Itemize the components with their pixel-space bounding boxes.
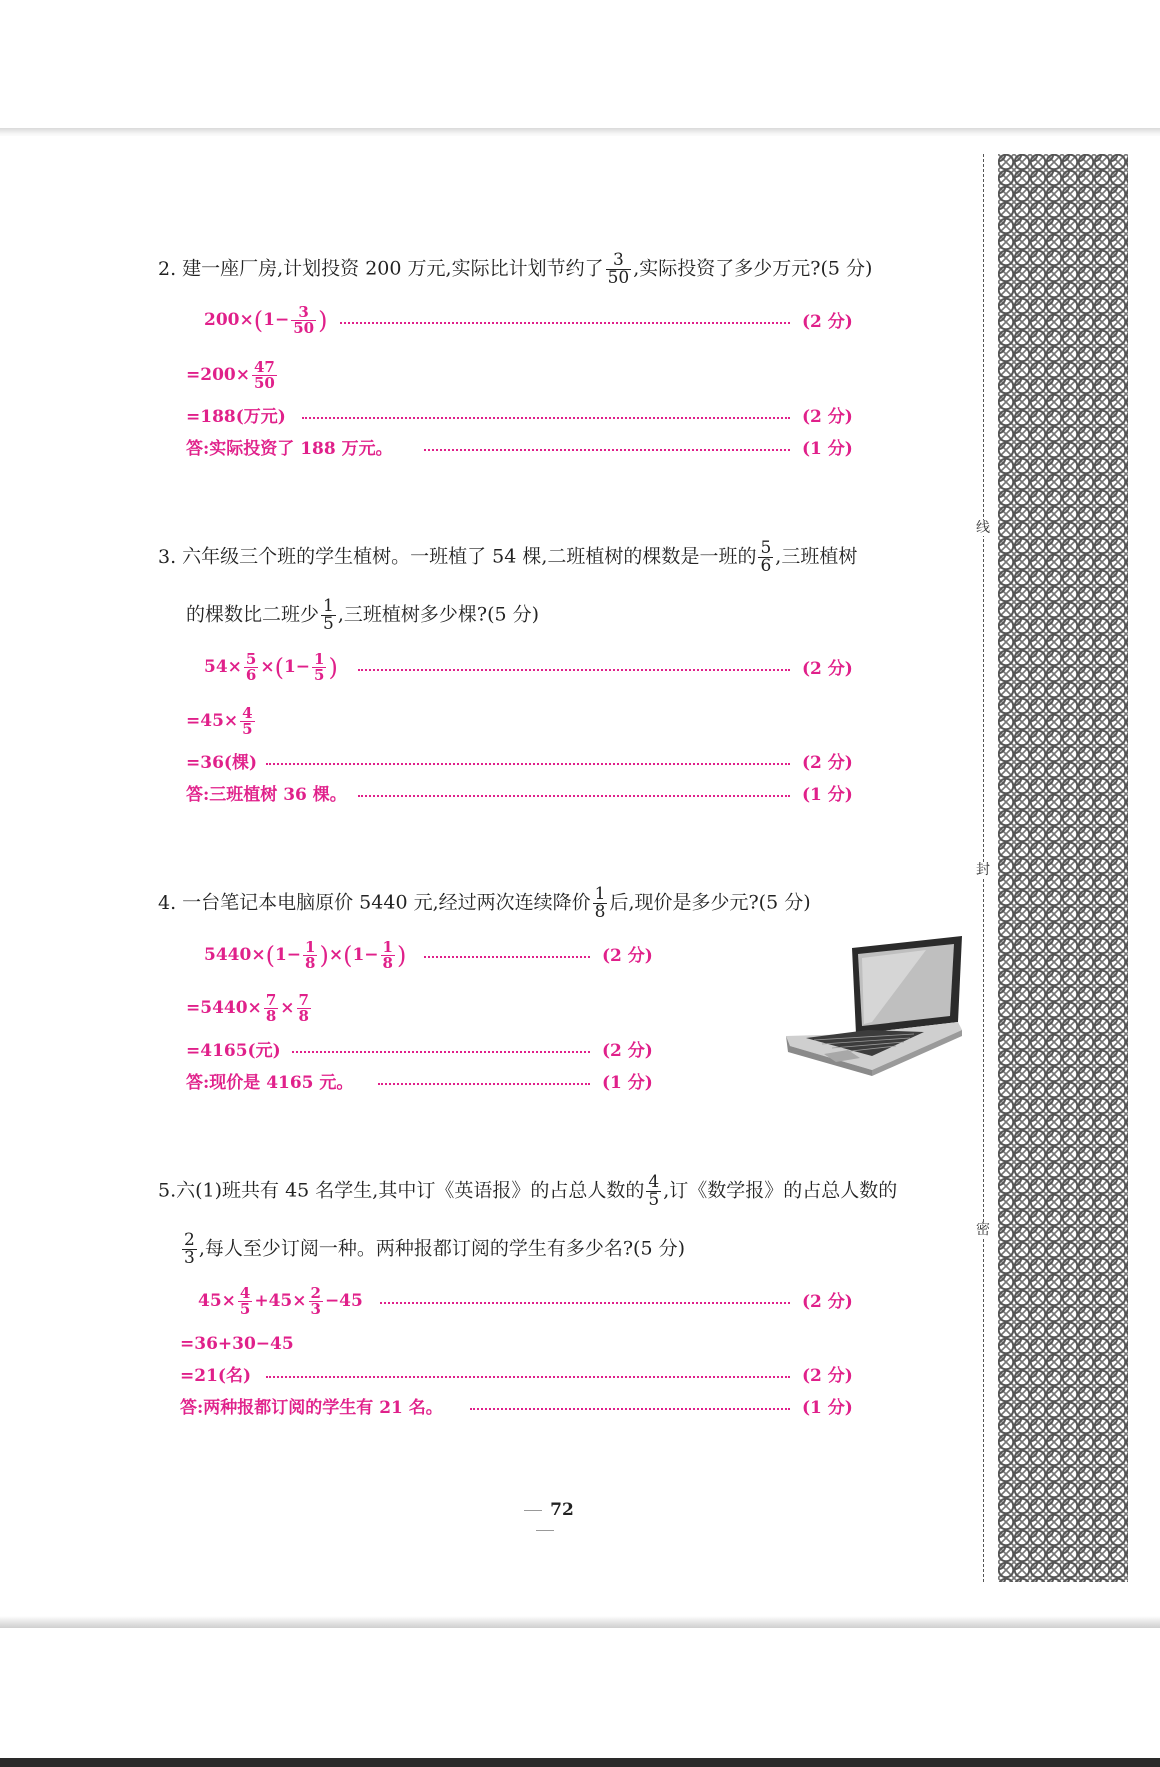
problem-4-answer: 答:现价是 4165 元。 bbox=[186, 1073, 354, 1093]
dot-leader bbox=[266, 1376, 790, 1378]
dot-leader bbox=[292, 1051, 590, 1053]
problem-4-step-3: =4165(元) bbox=[186, 1041, 281, 1061]
problem-3-step-2: =45× $\frac{4}{5}$ bbox=[186, 704, 253, 738]
dot-leader bbox=[424, 449, 790, 451]
problem-5-step-3: =21(名) bbox=[180, 1366, 251, 1386]
problem-2-question: 2. 建一座厂房,计划投资 200 万元,实际比计划节约了 $\frac{3}{50}$ ,实际投资了多少万元?(5 分) bbox=[158, 250, 873, 288]
score-label: (2 分) bbox=[802, 659, 853, 679]
problem-4-step-2: =5440× $\frac{7}{8}$ × $\frac{7}{8}$ bbox=[186, 991, 309, 1025]
viewer-bottom-edge bbox=[0, 1616, 1160, 1628]
viewer-bottom-bar bbox=[0, 1758, 1160, 1767]
problem-3-step-1: 54× $\frac{5}{6}$ ×(1− $\frac{1}{5}$ ) bbox=[204, 650, 338, 684]
problem-5-question-line-1: 5.六(1)班共有 45 名学生,其中订《英语报》的占总人数的 $\frac{4}{5}$ ,订《数学报》的占总人数的 bbox=[158, 1172, 898, 1210]
decorative-border-pattern bbox=[998, 154, 1128, 1582]
problem-3-question-line-2: 的棵数比二班少 $\frac{1}{5}$ ,三班植树多少棵?(5 分) bbox=[186, 596, 540, 634]
page-number-rule-right bbox=[536, 1530, 554, 1531]
problem-2-step-2: =200× $\frac{47}{50}$ bbox=[186, 358, 275, 392]
problem-4-step-1: 5440×(1− $\frac{1}{8}$ )×(1− $\frac{1}{8}$ ) bbox=[204, 938, 407, 972]
dot-leader bbox=[424, 956, 590, 958]
problem-2-step-1: 200×(1− $\frac{3}{50}$ ) bbox=[204, 303, 328, 337]
score-label: (2 分) bbox=[802, 312, 853, 332]
score-label: (2 分) bbox=[802, 753, 853, 773]
margin-label-mi: 密 bbox=[976, 1222, 990, 1238]
problem-5-step-1: 45× $\frac{4}{5}$ +45× $\frac{2}{3}$ −45 bbox=[198, 1284, 363, 1318]
problem-2-step-3: =188(万元) bbox=[186, 407, 286, 427]
problem-5-step-2: =36+30−45 bbox=[180, 1334, 294, 1354]
page-number-rule-left bbox=[524, 1510, 542, 1511]
dot-leader bbox=[358, 795, 790, 797]
score-label: (2 分) bbox=[802, 1366, 853, 1386]
score-label: (1 分) bbox=[802, 1398, 853, 1418]
dot-leader bbox=[470, 1408, 790, 1410]
problem-5-question-line-2: $\frac{2}{3}$ ,每人至少订阅一种。两种报都订阅的学生有多少名?(5 分) bbox=[184, 1230, 686, 1268]
problem-3-question-line-1: 3. 六年级三个班的学生植树。一班植了 54 棵,二班植树的棵数是一班的 $\frac{5}{6}$ ,三班植树 bbox=[158, 538, 858, 576]
problem-3-answer: 答:三班植树 36 棵。 bbox=[186, 785, 347, 805]
score-label: (2 分) bbox=[602, 1041, 653, 1061]
dot-leader bbox=[358, 669, 790, 671]
margin-label-feng: 封 bbox=[976, 862, 990, 878]
dot-leader bbox=[378, 1083, 590, 1085]
problem-5-answer: 答:两种报都订阅的学生有 21 名。 bbox=[180, 1398, 443, 1418]
score-label: (2 分) bbox=[802, 407, 853, 427]
page-number: 72 bbox=[500, 1500, 590, 1540]
fraction: $\frac{3}{50}$ bbox=[607, 250, 630, 288]
laptop-image bbox=[786, 936, 966, 1076]
score-label: (2 分) bbox=[602, 946, 653, 966]
problem-3-step-3: =36(棵) bbox=[186, 753, 257, 773]
problem-4-question: 4. 一台笔记本电脑原价 5440 元,经过两次连续降价 $\frac{1}{8}$ 后,现价是多少元?(5 分) bbox=[158, 884, 811, 922]
margin-label-xian: 线 bbox=[976, 520, 990, 536]
score-label: (1 分) bbox=[802, 785, 853, 805]
dot-leader bbox=[380, 1302, 790, 1304]
score-label: (1 分) bbox=[602, 1073, 653, 1093]
score-label: (1 分) bbox=[802, 439, 853, 459]
dot-leader bbox=[266, 763, 790, 765]
dot-leader bbox=[302, 417, 790, 419]
problem-2-answer: 答:实际投资了 188 万元。 bbox=[186, 439, 393, 459]
dot-leader bbox=[340, 322, 790, 324]
score-label: (2 分) bbox=[802, 1292, 853, 1312]
